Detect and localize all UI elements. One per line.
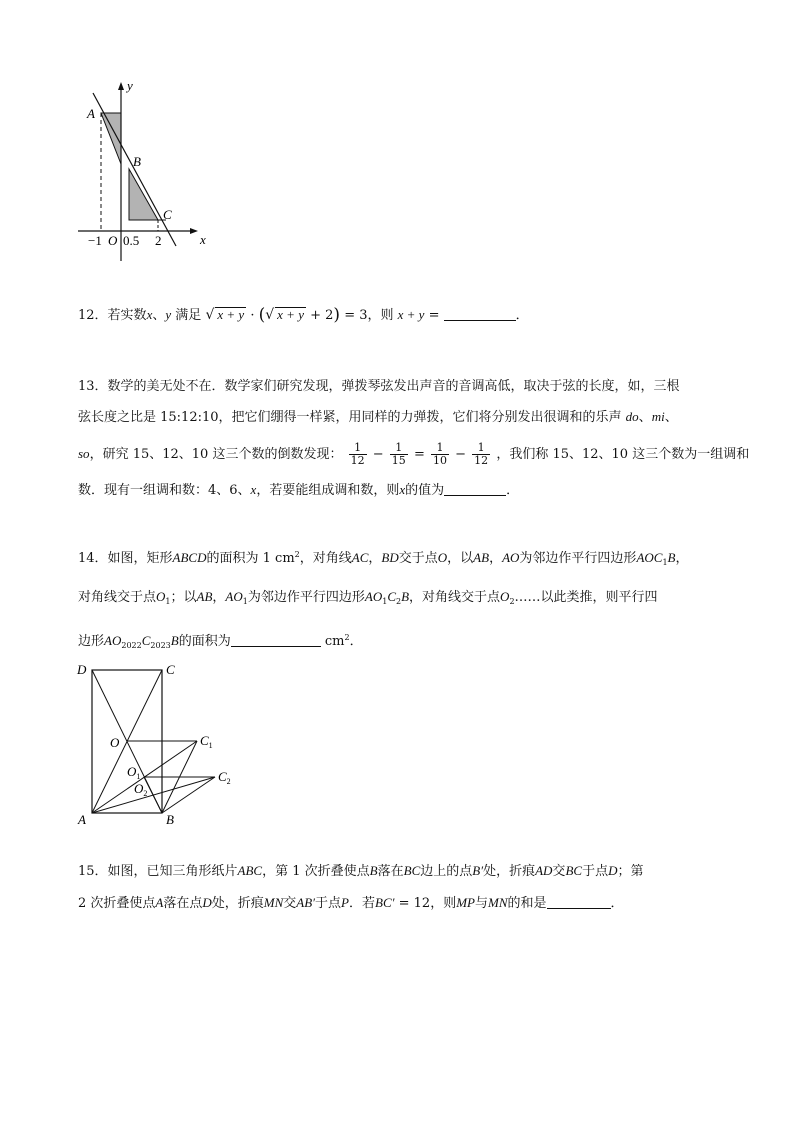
q12-text-a: 若实数 xyxy=(107,308,147,323)
x-axis-arrow xyxy=(190,228,198,234)
q12-number: 12． xyxy=(78,308,108,323)
label-C2: $C_2$ xyxy=(218,769,231,786)
question-13-line-1: 13．数学的美无处不在．数学家们研究发现，弹拨琴弦发出声音的音调高低，取决于弦的长度，如，三根 xyxy=(78,379,680,394)
shaded-region-bottom xyxy=(129,169,158,220)
q12-text-c: ，则 xyxy=(367,308,394,323)
figure-coordinate-graph xyxy=(70,78,220,268)
q12-eq3: = 3 xyxy=(344,308,368,323)
q12-radicand-1: x + y xyxy=(217,307,245,322)
question-14-line-2: 对角线交于点$O_1$；以AB，$AO_1$为邻边作平行四边形$AO_1C_2B$，对角线交于点$O_2\dots\dots$以此类推，则平行四 xyxy=(78,589,658,606)
q13-fraction-1-10: $\frac{1}{10}$ xyxy=(432,441,447,467)
question-14-line-3: 边形$AO_{2022}C_{2023}B$的面积为 $cm^2$． xyxy=(78,633,363,650)
label-O1: $O_1$ xyxy=(127,764,141,781)
q12-expr: x + y xyxy=(397,307,425,322)
label-B: B xyxy=(166,812,174,827)
q12-var-y: y xyxy=(165,307,172,322)
q13-fraction-1-12b: $\frac{1}{12}$ xyxy=(474,441,489,467)
question-13-line-2: 弦长度之比是 15:12:10，把它们绷得一样紧，用同样的力弹拨，它们将分别发出很调和的乐声 do、mi、 xyxy=(78,409,678,425)
q13-note-so: so xyxy=(78,446,90,461)
q15-answer-blank[interactable] xyxy=(547,908,611,909)
tick-neg1: −1 xyxy=(88,233,102,248)
label-A: A xyxy=(78,812,86,827)
q14-answer-blank[interactable] xyxy=(231,646,321,647)
segment-B-C2 xyxy=(162,777,215,813)
y-axis-arrow xyxy=(118,82,124,90)
figure-rectangle-parallelograms xyxy=(72,658,247,830)
label-C: C xyxy=(163,207,172,222)
q13-note-do: do xyxy=(625,409,639,424)
q12-eq: = xyxy=(428,308,440,323)
label-x: x xyxy=(200,232,206,247)
q12-dot: · xyxy=(250,308,255,323)
q13-fraction-1-12: $\frac{1}{12}$ xyxy=(350,441,365,467)
label-O: O xyxy=(110,735,120,750)
q12-plus2: + 2 xyxy=(310,308,334,323)
question-13-line-3: so，研究 15、12、10 这三个数的倒数发现： $\frac{1}{12}$ − $\frac{1}{15}$ = $\frac{1}{10}$ − $\frac{1}{12}$ ，我们称 15、12、10 这三个数为一组调和 xyxy=(78,441,750,467)
q13-fraction-1-15: $\frac{1}{15}$ xyxy=(391,441,406,467)
graph-line xyxy=(93,93,176,246)
question-13-line-4: 数．现有一组调和数：4、6、x，若要能组成调和数，则x的值为 ． xyxy=(78,482,520,498)
question-14-line-1: 14．如图，矩形ABCD的面积为 1 $cm^2$，对角线AC，BD交于点O，以AB，AO为邻边作平行四边形$AOC_1B$， xyxy=(78,550,689,567)
q13-note-mi: mi xyxy=(651,409,665,424)
q13-answer-blank[interactable] xyxy=(444,495,506,496)
q12-end: ． xyxy=(515,308,529,323)
tick-2: 2 xyxy=(155,233,162,248)
label-D: D xyxy=(77,662,87,677)
tick-0-5: 0.5 xyxy=(123,233,140,248)
q12-radicand-2: x + y xyxy=(277,307,304,322)
label-y: y xyxy=(127,78,133,93)
q12-sep: 、 xyxy=(152,308,166,323)
label-B: B xyxy=(133,154,141,169)
question-15-line-2: 2 次折叠使点A落在点D处，折痕MN交AB′于点P．若BC′ = 12，则MP与MN的和是 ． xyxy=(78,895,624,911)
label-A: A xyxy=(87,106,95,121)
label-O2: $O_2$ xyxy=(134,781,148,798)
label-C1: $C_1$ xyxy=(200,733,213,750)
q12-text-b: 满足 xyxy=(175,308,202,323)
question-12: 12．若实数x、y 满足 √ x + y · (√ x + y + 2) = 3，则 x + y = ． xyxy=(78,305,529,325)
q12-answer-blank[interactable] xyxy=(444,320,516,321)
question-15-line-1: 15．如图，已知三角形纸片ABC，第 1 次折叠使点B落在BC边上的点B′处，折痕AD交BC于点D；第 xyxy=(78,863,644,879)
q12-var-x: x xyxy=(146,307,153,322)
label-C: C xyxy=(166,662,175,677)
label-origin: O xyxy=(108,233,118,248)
